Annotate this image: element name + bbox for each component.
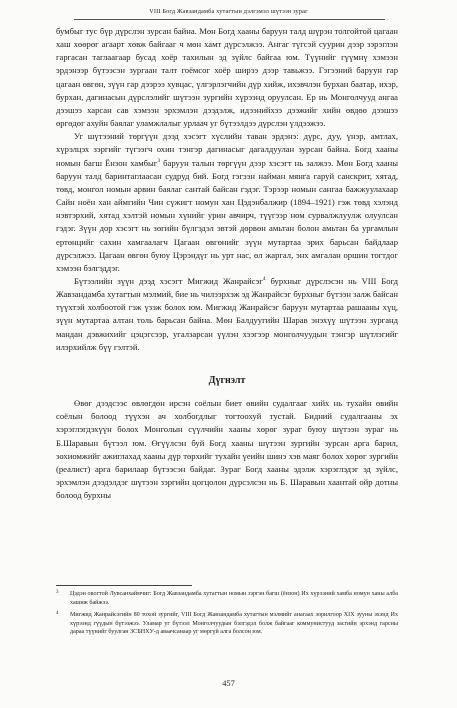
paragraph-2-continued: баруун талын төргүүн дээр хэсэгт нь залжээ. Мөн Богд хааны баруун талд баринтаглаасан судруд бий. Богд гэгээн найман мянга гаруй санскрит, хятад, төвд, монгол номын арвин баялаг сантай байсан гэдэг. Тэрээр номын сангаа бажжуулахаар Сайн ноён хан аймгийн Чин сүжигт номун хан Цэдэнбалжир (1894–1921) гэж төвд хэлэнд нэвтэрхий, хятад хэлтэй номын хүнийг урин авчирч, түүгээр ном сурвалжлуулж олуулсан гэдэг. Зүүн дор хэсэгт нь зөгийн бүлгэдэл эвтэй дөрвөн амьтан болон амьтан ба ургамлын ертөнцийг сахин хамгаалагч Цагаан өвгөнийг зүүн мутартаа эрих барьсан байдлаар дүрсэлжээ. Цагаан өвгөн буюу Цэрэндүг нь урт нас, өл жаргал, энх амгалан оршин тогтдог хэмээн бэлгэддэг.	[56, 157, 399, 273]
footnote-rule	[56, 585, 192, 586]
footnote-text: Мигжид Жанрайсэгийн 80 тохой зургийг, VIII Богд Жавзандамба хутагтын мэлмийг анагаах зорилгоор XIX зууны эхэнд Их хүрээнд гүүдын бүтээжээ. Уламар уг бүтээл Монголчуудын бэлгэдэл болж байгааг коммунистууд засгийн эрхэнд гарсны дараа түүнийг буулган ЗСБНХУ-д аваачсанаар уг мөргүй алга болсон юм.	[70, 612, 398, 636]
footnote-text: Цэдэн овогтой Лувсанхаймчиг: Богд Жавзандамба хутагтын номын зэргэн багш (ёнзон) Их хүрээний хамба номун ханы алба хашиж байжээ.	[70, 591, 398, 606]
footnotes	[56, 590, 398, 641]
paragraph-2	[56, 130, 398, 275]
main-text	[56, 25, 398, 502]
running-head: VIII Богд Жавзандамба хутагтын дэлгэмэл шүтээн зураг	[149, 8, 308, 15]
footnote	[56, 611, 398, 637]
paragraph-2-text: Уг шүтээний төргүүн дээд хэсэгт хүслийн таван эрдэнэ: дүрс, дуу, үнэр, амтлах, хүрэлцэх зэргийг түгээгч охин тэнгэр дагинасыг дагалдуулан зурсан байна. Богд хааны номын багш Ёнзон хамбыг	[56, 131, 398, 168]
header-rule	[74, 19, 385, 20]
paragraph-1: бумбыг тус бүр дүрслэн зурсан байна. Мөн Богд хааны баруун талд шүрэн толгойтой цагаан хаш хөөрөг агаарт хөвж байгааг ч мөн хамт дүрсэлжээ. Ангаг түгсэй суурин дээр зэрэглэн гаргасан таглаагаар бусад хоёр тахилын эд зүйлс байгаа юм. Түүнийг гүүмнү хэмээн эрдэнээр бүтээсэн зургаан талт гоёмсог хоёр ширээ дээр тавьжээ. Гэгээний баруун гар цагаан өвгөн, зүүн гар дээрээ хувцас, үлгэрлэгчийн дүр хийж, ихэвчлэн бурхан баатар, ихэр, бурхан, дагинасын дүрслэлийг шүтээн зургийн хүрээнд оруулсан. Ер нь Монголчууд ангаа дээшээ харсан сав хэмээн эрхэмлэн дээдэлж, идээнийхээ дээжийг хийн өвдөө дээшээ өргөдөг ахуйн баялаг уламжлалыг урлаач уг бүтээлдээ дүрслэн үлдээжээ.	[56, 26, 398, 129]
page-number: 457	[222, 679, 235, 688]
paragraph-3	[56, 275, 398, 354]
footnote-ref-4[interactable]: 4	[262, 276, 266, 283]
section-title: Дүгнэлт	[208, 374, 246, 386]
paragraph-3-continued: бурхныг дүрслэсэн нь VIII Богд Жавзандамба хутагтын мэлмий, бие нь чилээрхэж эд Жанрайсэг бурхныг бүтээн залж байсан түүхтэй холбоотой гэж үзэж болох юм. Мигжид Жанрайсэг баруун мутартаа рашааны хүц, зүүн мутартаа алтан толь барьсан байна. Мөн Балдуугийн Шарав энэхүү шүтээн зурганд мандан дэвжихийг цэцэгсээр, угалзарсан үүлэн хээгээр монголчуудын тэнгэр шүтлэгийг илэрхийлж бүү гэлтэй.	[56, 275, 398, 352]
footnote	[56, 590, 398, 607]
conclusion-paragraph: Өвөг дээдсээс өвлөгдөн ирсэн соёлын биет өвийн судалгааг хийх нь тухайн өвийн соёлын болоод түүхэн ач холбогдлыг тогтоохуй тустай. Бидний судалгааны эх хэрэглэгдэхүүн болох Монголын сүүлчийн хааны хөрөг зураг буюу шүтээн зураг нь Б.Шаравын бүтээл юм. Өгүүлсэн буй Богд хааны шүтээн зургийн зурсан арга барил, зохиомжийг ажиглахад хааны дүр төрхийг тухайн үеийн шинэ хэв маяг болох хөрөг зургийн (реалист) арга барилаар бүтээсэн байдаг. Зураг Богд хааны эдэлж хэрэглэдэг эд зүйлс, эрхэмлэн дээдэлдэг шүтээн зэргийн цогцолон дүрсэлсэн нь Б. Шаравын хаантай ойр дотны болоод бурхны	[56, 398, 398, 501]
footnote-number: 4	[56, 611, 59, 617]
paragraph-3-text: Бүтээлийн зүүн дээд хэсэгт Мигжид Жанрайсэг	[74, 275, 263, 286]
footnote-number: 3	[56, 590, 59, 595]
footnote-ref-3[interactable]: 3	[157, 157, 161, 164]
